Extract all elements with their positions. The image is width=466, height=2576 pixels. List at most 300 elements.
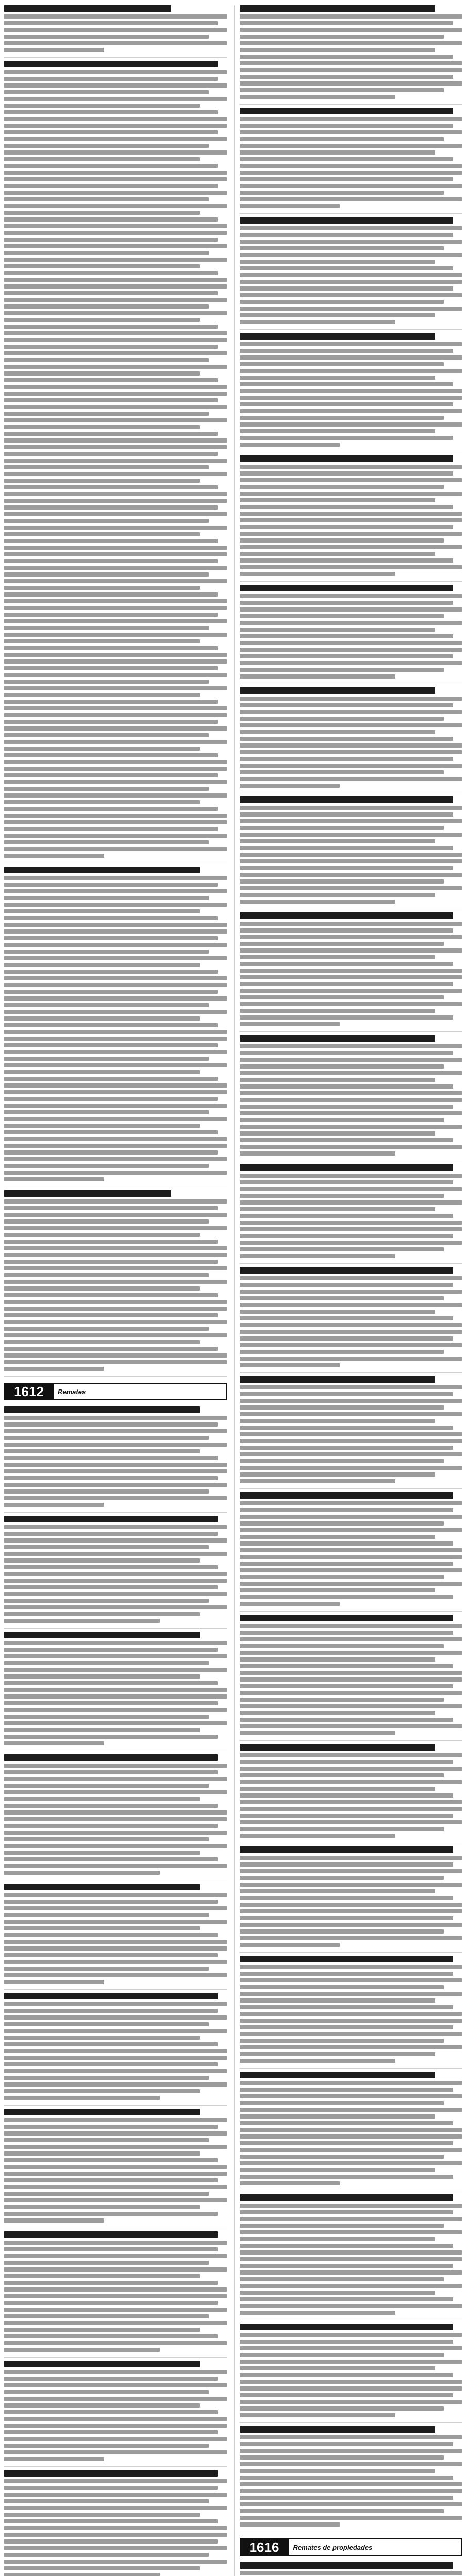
auction-notice	[4, 1632, 227, 1748]
notice-text-line	[4, 48, 104, 52]
notice-text-line	[4, 1552, 227, 1556]
notice-text-line	[240, 117, 462, 121]
notice-text-line	[4, 224, 227, 228]
notice-text-line	[240, 396, 462, 400]
notice-text-line	[240, 1787, 436, 1791]
auction-notice	[240, 333, 462, 449]
notice-text-line	[240, 1814, 453, 1818]
notice-text-line	[240, 1992, 462, 1996]
notice-text-line	[240, 668, 444, 672]
notice-text-line	[4, 184, 218, 188]
notice-text-line	[4, 1674, 200, 1679]
notice-text-line	[240, 1439, 462, 1443]
notice-text-line	[240, 2522, 340, 2527]
notice-text-line	[4, 970, 218, 974]
notice-text-line	[240, 1002, 462, 1006]
section-number: 1612	[4, 1383, 54, 1400]
notice-text-line	[240, 859, 462, 863]
notice-text-line	[240, 743, 462, 748]
section-banner	[240, 2538, 462, 2556]
notice-text-line	[4, 1967, 209, 1971]
notice-text-line	[240, 1064, 444, 1069]
notice-text-line	[240, 2101, 444, 2105]
notice-text-line	[240, 2333, 462, 2337]
notice-text-line	[240, 1200, 462, 1205]
notice-text-line	[4, 2444, 209, 2448]
notice-text-line	[240, 1105, 453, 1109]
notice-text-line	[240, 757, 453, 761]
notice-text-line	[4, 606, 227, 610]
notice-text-line	[4, 90, 209, 94]
notice-text-line	[240, 21, 453, 25]
notice-text-line	[240, 1009, 436, 1013]
notice-text-line	[240, 1555, 462, 1559]
notice-divider	[4, 2466, 227, 2467]
auction-notice	[240, 912, 462, 1028]
notice-text-line	[4, 1926, 200, 1930]
notice-text-line	[4, 639, 200, 643]
notice-text-line	[240, 1180, 453, 1184]
notice-text-line	[4, 2533, 227, 2537]
auction-notice	[240, 687, 462, 790]
notice-text-line	[240, 1392, 453, 1396]
notice-text-line	[4, 1240, 218, 1244]
notice-text-line	[4, 760, 227, 764]
notice-text-line	[240, 2012, 462, 2016]
notice-text-line	[240, 628, 436, 632]
notice-text-line	[4, 41, 227, 45]
auction-notice	[240, 108, 462, 210]
notice-text-line	[240, 416, 444, 420]
notice-text-line	[240, 819, 462, 823]
auction-notice	[240, 5, 462, 101]
notice-text-line	[240, 1767, 462, 1771]
notice-text-line	[4, 619, 227, 623]
notice-text-line	[240, 402, 453, 406]
notice-text-line	[240, 61, 462, 65]
notice-text-line	[4, 304, 209, 309]
notice-text-line	[240, 2449, 462, 2453]
notice-text-line	[240, 839, 436, 843]
notice-text-line	[4, 432, 218, 436]
notice-text-line	[4, 2118, 227, 2122]
notice-text-line	[240, 266, 453, 270]
notice-divider	[240, 1263, 462, 1264]
notice-text-line	[240, 362, 444, 366]
notice-text-line	[240, 900, 395, 904]
notice-text-line	[4, 2553, 209, 2557]
auction-notice	[4, 2109, 227, 2225]
notice-text-line	[240, 2509, 444, 2513]
notice-text-line	[4, 2410, 218, 2414]
notice-text-line	[240, 1138, 453, 1142]
notice-text-line	[4, 1144, 227, 1148]
notice-text-line	[240, 177, 453, 181]
notice-text-line	[4, 1104, 227, 1108]
notice-text-line	[4, 244, 227, 248]
notice-text-line	[240, 1869, 462, 1873]
notice-text-line	[240, 204, 340, 208]
notice-text-line	[4, 1797, 200, 1801]
notice-text-line	[240, 2108, 462, 2112]
notice-text-line	[240, 2032, 462, 2036]
notice-text-line	[4, 2314, 209, 2318]
notice-text-line	[4, 2082, 227, 2087]
notice-text-line	[240, 1254, 395, 1258]
notice-text-line	[240, 1111, 462, 1115]
notice-text-line	[240, 2148, 462, 2152]
notice-text-line	[240, 1247, 444, 1251]
notice-text-line	[4, 726, 227, 731]
notice-text-line	[4, 2334, 218, 2338]
notice-heading	[240, 217, 453, 224]
notice-heading	[4, 1884, 200, 1890]
notice-text-line	[4, 1293, 218, 1297]
notice-text-line	[4, 2247, 218, 2251]
notice-text-line	[4, 1654, 227, 1658]
notice-text-line	[4, 1824, 218, 1828]
notice-text-line	[240, 2373, 453, 2377]
notice-text-line	[4, 2486, 218, 2490]
notice-text-line	[240, 273, 462, 277]
notice-text-line	[240, 955, 436, 959]
notice-text-line	[4, 1612, 200, 1616]
notice-text-line	[240, 2435, 462, 2439]
notice-text-line	[240, 1412, 462, 1416]
notice-divider	[240, 581, 462, 582]
notice-text-line	[4, 2287, 227, 2292]
notice-text-line	[4, 956, 227, 960]
auction-notice	[240, 1956, 462, 2065]
notice-text-line	[4, 2274, 200, 2278]
notice-heading	[240, 2324, 453, 2330]
notice-text-line	[240, 2386, 462, 2391]
notice-text-line	[4, 157, 200, 161]
notice-text-line	[4, 211, 200, 215]
notice-text-line	[240, 1936, 462, 1940]
notice-heading	[4, 1190, 171, 1197]
notice-text-line	[240, 1704, 462, 1708]
notice-text-line	[4, 1353, 227, 1358]
notice-text-line	[240, 2380, 462, 2384]
notice-text-line	[240, 833, 462, 837]
notice-text-line	[4, 1496, 227, 1500]
notice-text-line	[4, 1532, 218, 1536]
notice-text-line	[240, 1827, 444, 1831]
notice-text-line	[240, 313, 436, 317]
notice-text-line	[4, 1900, 218, 1904]
notice-text-line	[4, 110, 218, 114]
auction-notice	[240, 796, 462, 906]
notice-text-line	[4, 2218, 104, 2223]
notice-text-line	[4, 345, 218, 349]
notice-heading	[4, 2361, 200, 2367]
notice-text-line	[240, 1472, 436, 1477]
notice-text-line	[4, 1327, 209, 1331]
notice-heading	[240, 1267, 453, 1274]
notice-text-line	[240, 1207, 436, 1211]
notice-text-line	[4, 1213, 227, 1217]
notice-text-line	[4, 2397, 227, 2401]
notice-heading	[4, 2231, 218, 2238]
notice-text-line	[240, 1691, 462, 1695]
notice-divider	[4, 1376, 227, 1377]
notice-text-line	[240, 710, 462, 714]
notice-text-line	[240, 355, 462, 360]
notice-text-line	[4, 371, 200, 376]
notice-text-line	[4, 130, 218, 134]
notice-text-line	[240, 68, 462, 72]
notice-text-line	[240, 1479, 395, 1483]
notice-heading	[4, 5, 171, 12]
notice-text-line	[240, 1760, 453, 1764]
notice-text-line	[240, 130, 462, 134]
notice-text-line	[240, 307, 462, 311]
notice-text-line	[4, 2192, 209, 2196]
notice-text-line	[240, 2210, 453, 2214]
notice-text-line	[240, 2045, 462, 2049]
notice-text-line	[240, 1078, 436, 1082]
notice-text-line	[240, 1677, 462, 1682]
notice-text-line	[4, 1933, 218, 1937]
notice-text-line	[240, 995, 444, 999]
notice-text-line	[240, 1187, 462, 1191]
notice-text-line	[240, 525, 453, 529]
auction-notice	[240, 1744, 462, 1840]
notice-text-line	[4, 452, 218, 456]
notice-heading	[240, 1956, 453, 1962]
notice-heading	[240, 1492, 453, 1499]
notice-text-line	[4, 2499, 209, 2503]
notice-divider	[240, 1952, 462, 1953]
notice-text-line	[4, 271, 218, 275]
notice-divider	[4, 1628, 227, 1629]
notice-text-line	[4, 1668, 227, 1672]
notice-text-line	[240, 1834, 395, 1838]
notice-text-line	[4, 2573, 160, 2576]
notice-text-line	[240, 1515, 462, 1519]
notice-text-line	[4, 1810, 227, 1815]
notice-text-line	[4, 1010, 227, 1014]
notice-text-line	[240, 723, 462, 727]
auction-notice	[4, 1516, 227, 1625]
notice-text-line	[240, 2059, 395, 2063]
notice-text-line	[4, 1871, 160, 1875]
notice-text-line	[240, 280, 462, 284]
notice-text-line	[4, 1117, 227, 1121]
notice-text-line	[240, 1330, 462, 1334]
notice-text-line	[240, 1568, 462, 1572]
notice-text-line	[240, 376, 436, 380]
notice-text-line	[4, 405, 227, 409]
notice-text-line	[240, 654, 453, 658]
notice-text-line	[240, 1718, 453, 1722]
notice-text-line	[240, 2250, 462, 2255]
notice-text-line	[240, 1631, 453, 1635]
section-number: 1616	[240, 2538, 289, 2556]
notice-text-line	[240, 35, 444, 39]
notice-text-line	[4, 613, 218, 617]
notice-text-line	[4, 889, 227, 893]
notice-text-line	[240, 1446, 453, 1450]
notice-text-line	[240, 1151, 395, 1156]
notice-text-line	[4, 1973, 227, 1977]
notice-text-line	[240, 1889, 436, 1893]
notice-text-line	[240, 2141, 453, 2145]
notice-text-line	[4, 117, 227, 121]
notice-text-line	[4, 2341, 227, 2345]
notice-text-line	[240, 1131, 436, 1136]
notice-text-line	[4, 1416, 227, 1420]
notice-text-line	[240, 942, 444, 946]
notice-divider	[240, 104, 462, 105]
notice-text-line	[4, 1831, 227, 1835]
notice-text-line	[240, 1145, 462, 1149]
notice-text-line	[4, 177, 227, 181]
notice-text-line	[240, 382, 453, 386]
notice-text-line	[4, 144, 209, 148]
notice-text-line	[4, 2029, 227, 2033]
auction-notice	[4, 1754, 227, 1877]
notice-text-line	[4, 1077, 218, 1081]
notice-divider	[240, 213, 462, 214]
notice-text-line	[240, 14, 462, 19]
notice-text-line	[240, 538, 444, 543]
notice-text-line	[4, 83, 227, 88]
notice-text-line	[240, 409, 462, 413]
notice-divider	[4, 1989, 227, 1990]
notice-text-line	[240, 1724, 462, 1728]
notice-text-line	[4, 2526, 227, 2530]
notice-block	[4, 867, 227, 1183]
notice-text-line	[4, 2254, 227, 2258]
notice-text-line	[4, 1572, 227, 1576]
notice-text-line	[4, 1422, 218, 1427]
notice-text-line	[4, 1503, 104, 1507]
notice-text-line	[240, 1773, 444, 1777]
section-label: Remates de propiedades	[289, 2538, 462, 2556]
notice-text-line	[4, 546, 227, 550]
notice-text-line	[240, 2442, 453, 2446]
notice-text-line	[240, 594, 462, 598]
notice-text-line	[4, 258, 227, 262]
notice-text-line	[4, 1844, 227, 1848]
notice-text-line	[4, 539, 218, 543]
notice-text-line	[240, 1664, 453, 1668]
notice-text-line	[240, 2400, 462, 2404]
notice-text-line	[240, 1588, 436, 1592]
notice-text-line	[4, 291, 218, 295]
notice-text-line	[240, 1793, 453, 1798]
notice-text-line	[4, 2450, 227, 2454]
notice-text-line	[4, 238, 218, 242]
notice-text-line	[4, 976, 227, 980]
notice-text-line	[240, 614, 444, 618]
notice-text-line	[240, 1234, 453, 1238]
notice-text-line	[240, 2496, 453, 2500]
notice-text-line	[240, 191, 444, 195]
notice-text-line	[4, 2009, 218, 2013]
notice-text-line	[240, 1624, 462, 1628]
notice-text-line	[240, 1385, 462, 1389]
section-label: Remates	[54, 1383, 227, 1400]
notice-text-line	[240, 1405, 444, 1410]
notice-text-line	[4, 800, 200, 804]
notice-text-line	[240, 2088, 453, 2092]
notice-text-line	[4, 1476, 218, 1480]
notice-text-line	[4, 1307, 227, 1311]
notice-text-line	[4, 1946, 227, 1951]
notice-divider	[240, 2068, 462, 2069]
notice-text-line	[4, 21, 218, 25]
notice-text-line	[240, 1071, 462, 1075]
notice-text-line	[4, 217, 218, 222]
notice-text-line	[4, 338, 227, 342]
notice-divider	[4, 57, 227, 58]
notice-text-line	[4, 1150, 218, 1155]
notice-text-line	[240, 286, 453, 291]
notice-text-line	[240, 1501, 462, 1505]
notice-text-line	[4, 311, 227, 315]
notice-text-line	[240, 1731, 395, 1735]
notice-text-line	[4, 2457, 104, 2461]
notice-text-line	[240, 1807, 462, 1811]
auction-notice	[240, 2426, 462, 2529]
notice-text-line	[4, 2566, 200, 2570]
notice-text-line	[4, 412, 209, 416]
notice-text-line	[240, 2230, 462, 2234]
notice-text-line	[4, 653, 227, 657]
notice-text-line	[4, 278, 227, 282]
notice-text-line	[4, 1090, 227, 1094]
notice-text-line	[240, 2175, 453, 2179]
notice-heading	[240, 1615, 453, 1621]
notice-text-line	[4, 1266, 227, 1270]
notice-text-line	[4, 385, 227, 389]
notice-text-line	[4, 1110, 209, 1114]
notice-text-line	[240, 750, 462, 754]
notice-text-line	[240, 1595, 453, 1599]
notice-text-line	[240, 2366, 436, 2370]
notice-text-line	[4, 2151, 200, 2156]
notice-text-line	[240, 1883, 462, 1887]
notice-heading	[240, 333, 436, 340]
notice-text-line	[4, 2479, 227, 2483]
notice-text-line	[240, 443, 340, 447]
notice-text-line	[240, 558, 453, 563]
notice-text-line	[240, 1432, 462, 1436]
notice-text-line	[240, 2025, 453, 2029]
notice-text-line	[240, 465, 462, 469]
notice-text-line	[4, 532, 200, 536]
notice-text-line	[4, 1741, 104, 1745]
notice-text-line	[4, 425, 200, 429]
notice-text-line	[240, 124, 453, 128]
notice-text-line	[240, 1343, 462, 1347]
notice-text-line	[240, 2489, 462, 2493]
notice-text-line	[240, 1521, 444, 1526]
notice-text-line	[4, 1273, 209, 1277]
notice-heading	[240, 1035, 436, 1042]
notice-text-line	[4, 325, 218, 329]
notice-text-line	[4, 1708, 227, 1712]
notice-text-line	[4, 1436, 209, 1440]
notice-heading	[240, 1744, 436, 1751]
notice-text-line	[4, 14, 227, 19]
notice-text-line	[240, 1241, 462, 1245]
notice-text-line	[240, 982, 453, 986]
notice-text-line	[240, 2094, 462, 2098]
